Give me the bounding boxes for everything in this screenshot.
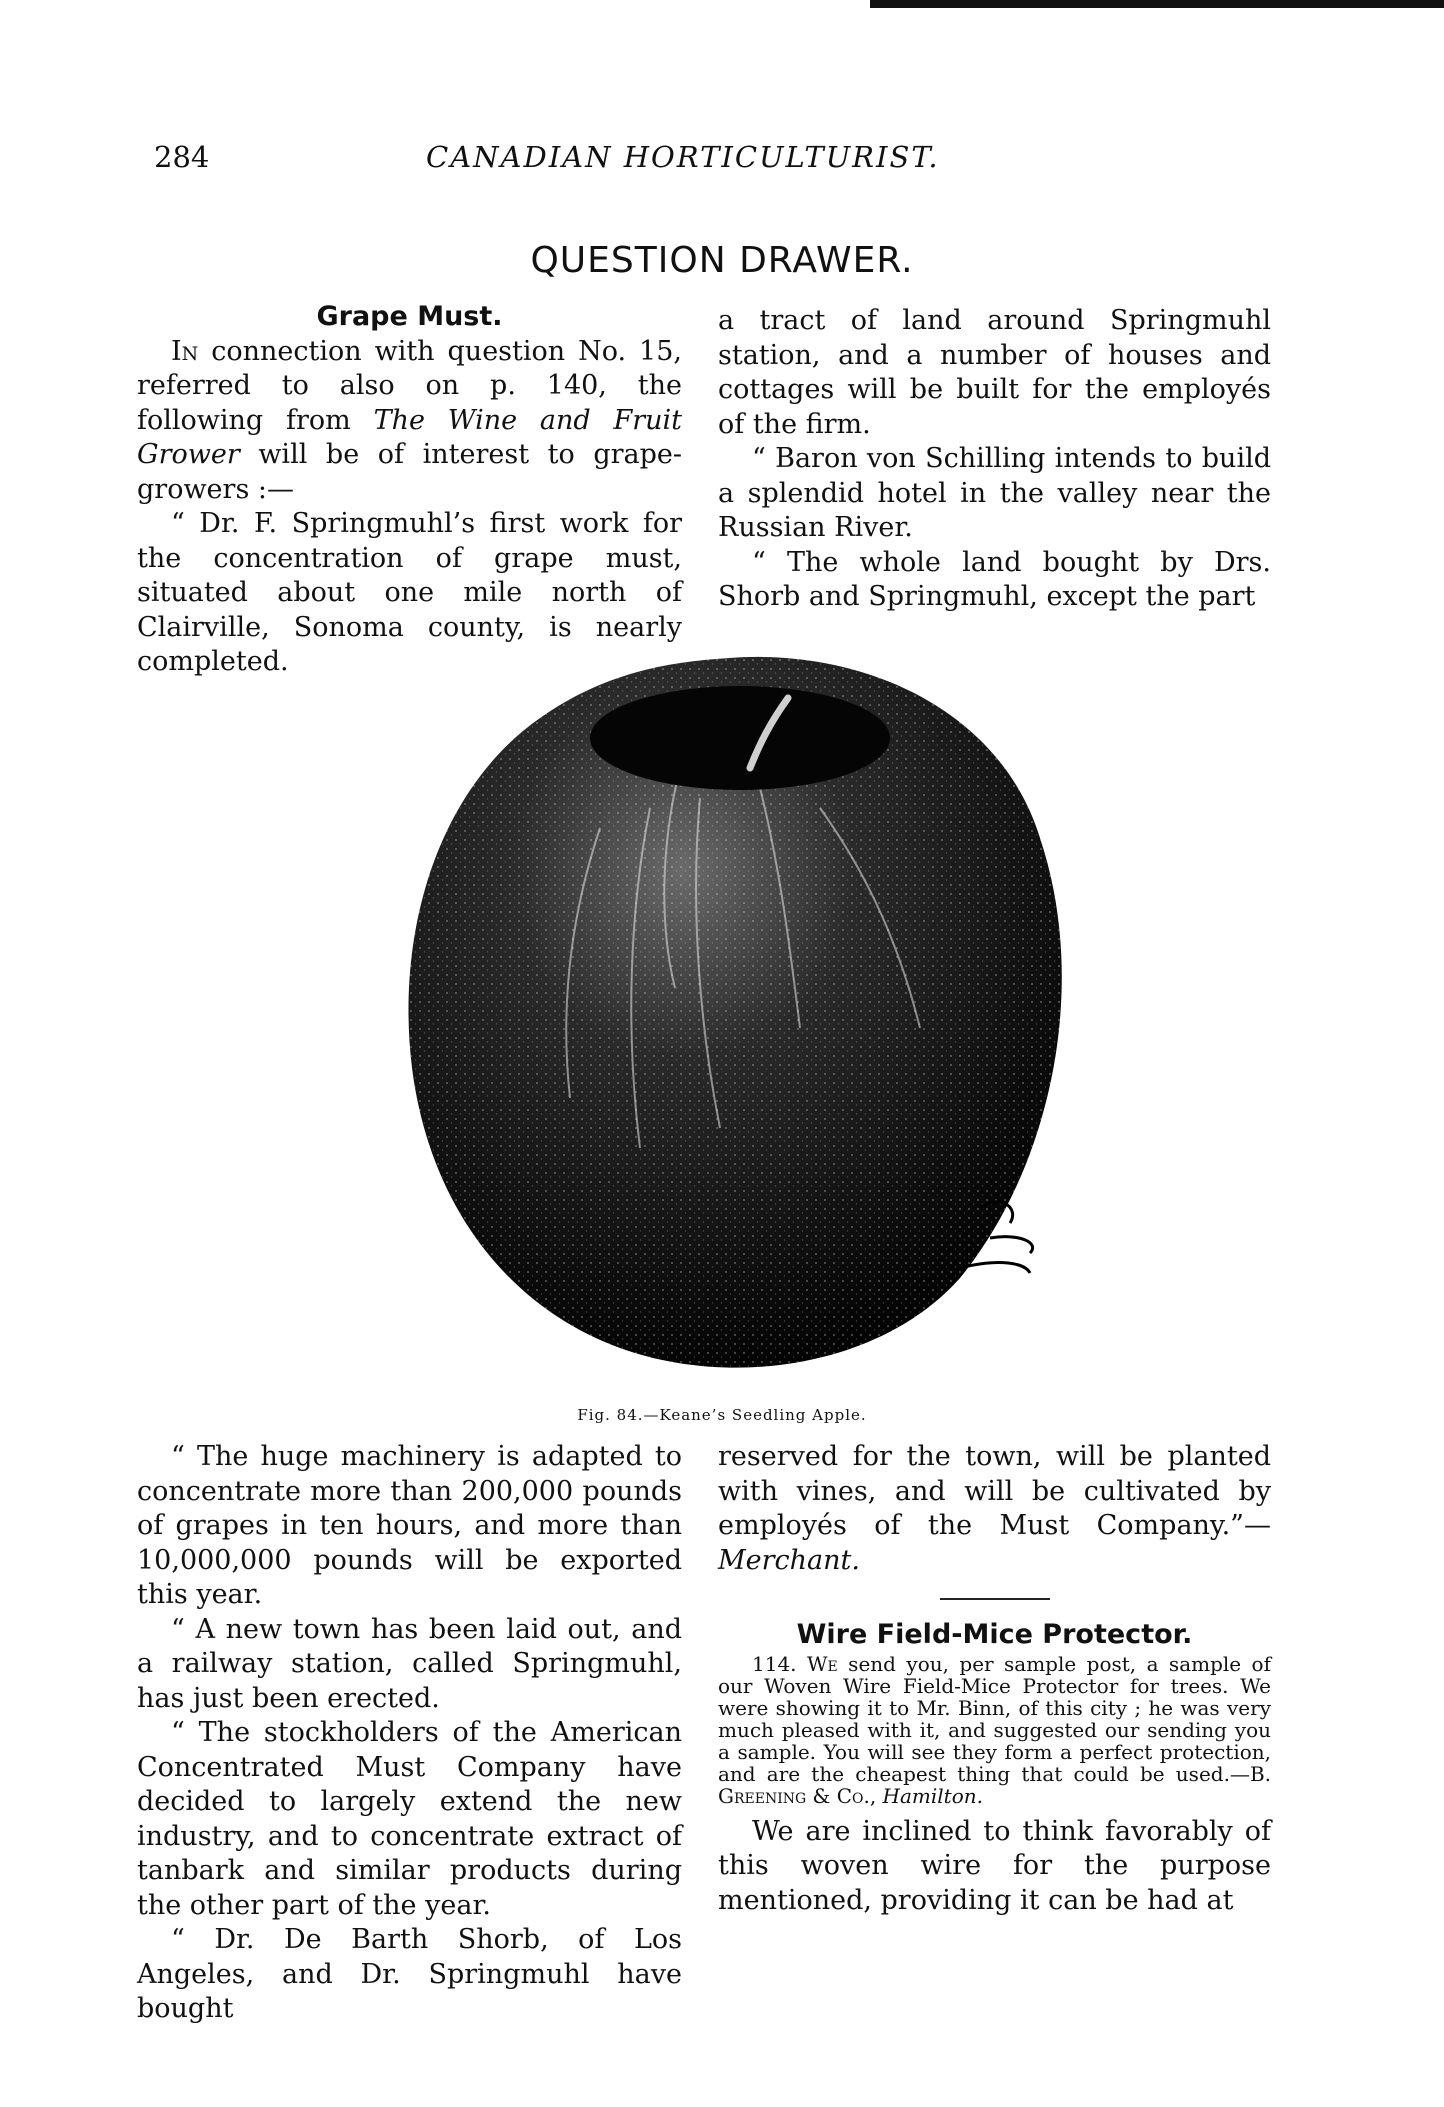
apple-icon	[400, 648, 1080, 1388]
page-number: 284	[154, 140, 210, 174]
paragraph-de-barth: “ Dr. De Barth Shorb, of Los Angeles, and Dr. Springmuhl have bought	[137, 1924, 682, 2024]
paragraph-tract-of-land: a tract of land around Springmuhl station, and a number of houses and cottages will be built for the employés of the firm.	[718, 305, 1271, 440]
journal-title: CANADIAN HORTICULTURIST.	[426, 140, 940, 174]
section-title: QUESTION DRAWER.	[530, 240, 914, 281]
column-lower-right	[718, 1440, 1271, 1918]
paragraph-new-town: “ A new town has been laid out, and a railway station, called Springmuhl, has just been erected.	[137, 1613, 682, 1714]
answer-paragraph: We are inclined to think favorably of this woven wire for the purpose mentioned, providing it can be had at	[718, 1815, 1271, 1916]
intro-lead-word: In	[171, 335, 199, 367]
paragraph-stockholders: “ The stockholders of the American Concentrated Must Company have decided to largely extend the new industry, and to concentrate extract of tanbark and similar products during the other part of the year.	[137, 1717, 682, 1921]
column-upper-right	[718, 304, 1271, 615]
question-114: 114. We send you, per sample post, a sample of our Woven Wire Field-Mice Protector for trees. We were showing it to Mr. Binn, of this city ; he was very much pleased with it, and suggested our sending you a sample. You will see they form a perfect protection, and are the cheapest thing that could be used.—B. Greening & Co., Hamilton.	[718, 1651, 1271, 1808]
paragraph-reserved: reserved for the town, will be planted with vines, and will be cultivated by employés of the Must Company.”—Merchant.	[718, 1441, 1271, 1576]
question-signer: Greening & Co.,	[718, 1783, 877, 1808]
paragraph-machinery: “ The huge machinery is adapted to concentrate more than 200,000 pounds of grapes in ten hours, and more than 10,000,000 pounds will be exported this year.	[137, 1441, 682, 1610]
paragraph-whole-land: “ The whole land bought by Drs. Shorb and Springmuhl, except the part	[718, 546, 1271, 612]
section-divider	[940, 1598, 1050, 1600]
paragraph-springmuhl-works: “ Dr. F. Springmuhl’s first work for the concentration of grape must, situated about one mile north of Clairville, Sonoma county, is nearly completed.	[137, 508, 682, 677]
column-upper-left	[137, 300, 682, 680]
column-lower-left	[137, 1440, 682, 2027]
reserved-source: Merchant.	[718, 1544, 860, 1576]
grape-must-heading: Grape Must.	[316, 301, 503, 332]
paragraph-baron: “ Baron von Schilling intends to build a splendid hotel in the valley near the Russian River.	[718, 443, 1271, 543]
question-place: Hamilton.	[882, 1783, 983, 1808]
figure-caption: Fig. 84.—Keane’s Seedling Apple.	[577, 1406, 867, 1424]
wire-protector-heading: Wire Field-Mice Protector.	[796, 1619, 1193, 1650]
apple-illustration	[400, 648, 1080, 1388]
top-rule	[870, 0, 1444, 8]
grape-must-intro: In connection with question No. 15, referred to also on p. 140, the following from The Wine and Fruit Grower will be of interest to grape-growers :—	[137, 335, 682, 505]
source-title: The Wine and Fruit Grower	[137, 404, 682, 470]
